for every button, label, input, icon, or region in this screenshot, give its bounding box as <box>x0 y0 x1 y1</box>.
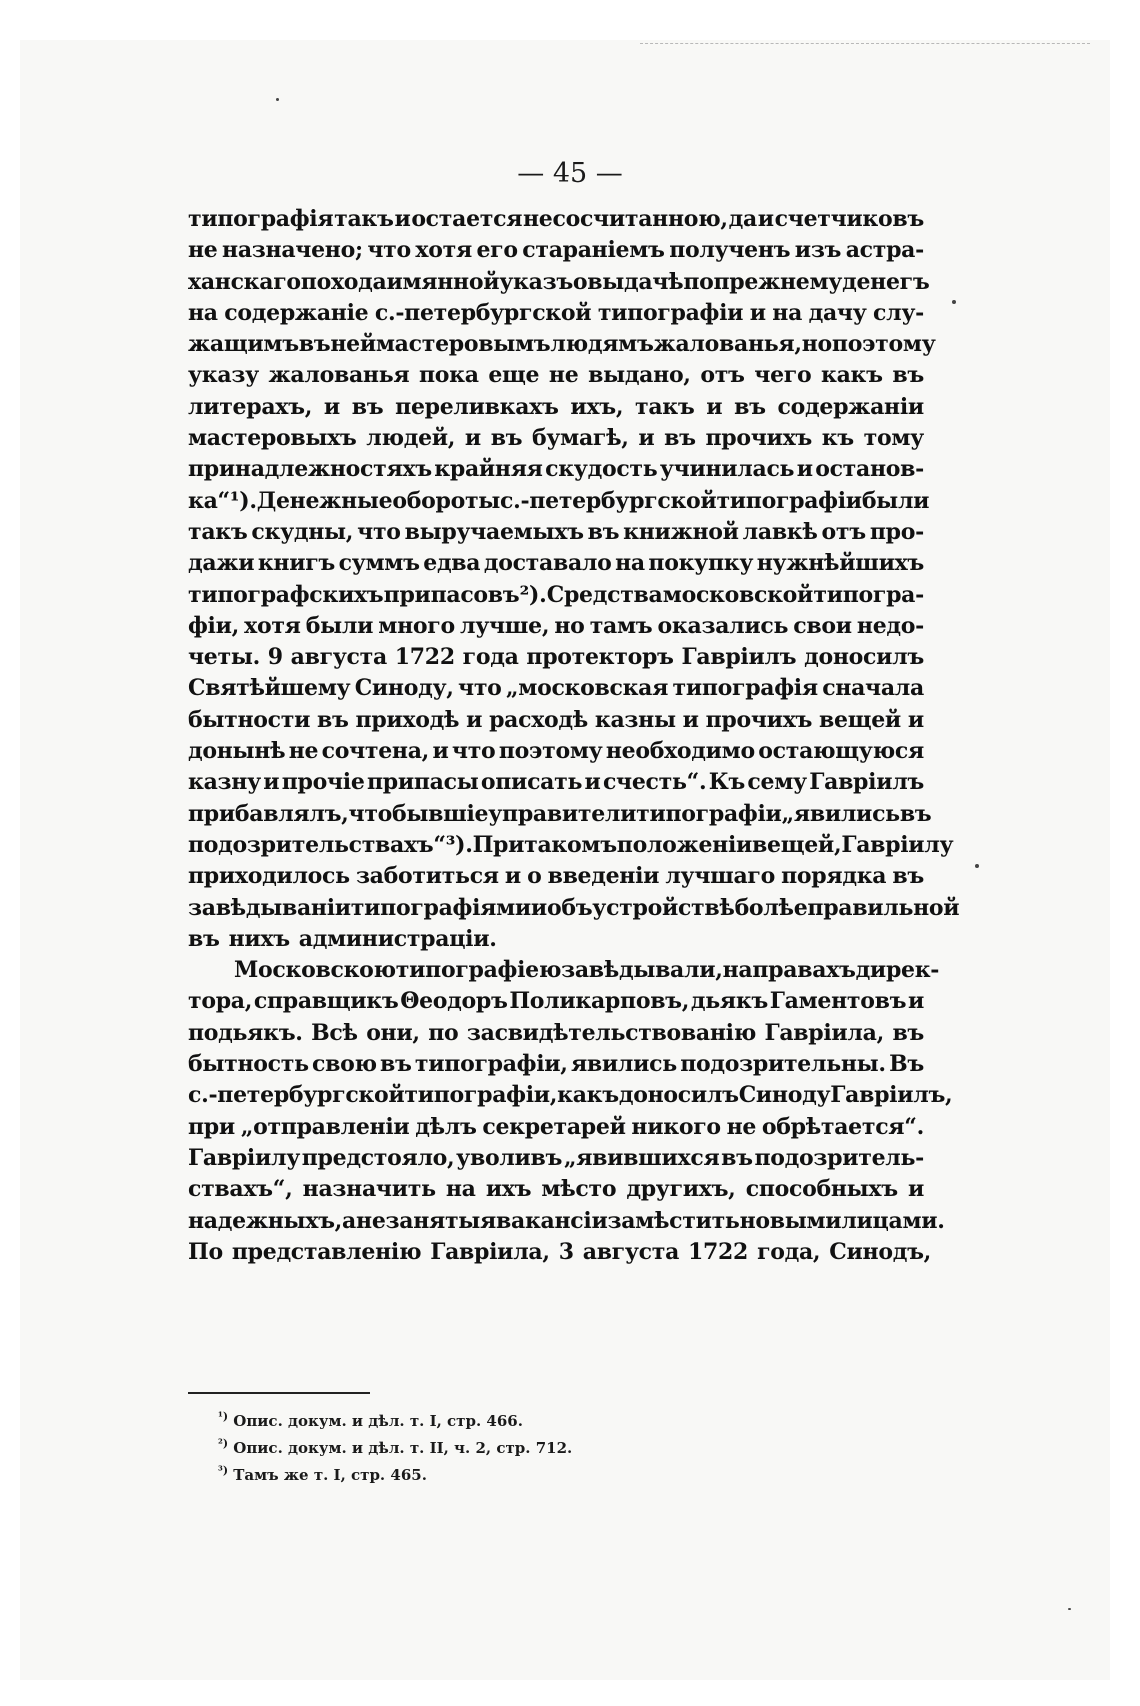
text-line: литерахъ, и въ переливкахъ ихъ, такъ и въ содержаніи <box>188 393 924 420</box>
footnote-text: Опис. докум. и дѣл. т. II, ч. 2, стр. 712. <box>233 1439 573 1457</box>
text-line: не назначено; что хотя его стараніемъ полученъ изъ астра- <box>188 237 924 264</box>
paragraph-1 <box>188 204 960 955</box>
text-line: бытность свою въ типографіи, явились подозрительны. Въ <box>188 1051 924 1078</box>
text-line: на содержаніе с.-петербургской типографіи и на дачу слу- <box>188 299 924 326</box>
text-line: приходилось заботиться и о введеніи лучшаго порядка въ <box>188 863 924 890</box>
footnote-text: Тамъ же т. I, стр. 465. <box>233 1466 427 1484</box>
text-line: указу жалованья пока еще не выдано, отъ чего какъ въ <box>188 362 924 389</box>
footnote-marker: ³) <box>218 1464 229 1477</box>
text-line: ханскаго похода имянной указъ о выдачѣ по прежнему денегъ <box>188 268 930 295</box>
text-line: дажи книгъ суммъ едва доставало на покупку нужнѣйшихъ <box>188 550 924 577</box>
text-line: Гавріилу предстояло, уволивъ „явившихся въ подозритель- <box>188 1144 924 1171</box>
text-line: типографія такъ и остается несосчитанною, да и счетчиковъ <box>188 206 924 232</box>
text-line: фіи, хотя были много лучше, но тамъ оказались свои недо- <box>188 612 924 639</box>
text-line: принадлежностяхъ крайняя скудость учинилась и останов- <box>188 456 924 483</box>
text-line: ка“ ¹). Денежные обороты с.-петербургской типографіи были <box>188 487 930 514</box>
scan-speck <box>276 98 279 101</box>
text-line: Святѣйшему Синоду, что „московская типографія сначала <box>188 675 924 702</box>
text-line: надежныхъ, а незанятыя вакансіи замѣстить новыми лицами. <box>188 1207 945 1234</box>
scan-speck <box>952 300 956 304</box>
footnote-1 <box>218 1408 572 1435</box>
text-line: типографскихъ припасовъ ²). Средства московской типогра- <box>188 581 924 608</box>
footnote-2 <box>218 1435 572 1462</box>
text-line: жащимъ въ ней мастеровымъ людямъ жалованья, но по этому <box>188 331 936 358</box>
body-text <box>188 204 960 1268</box>
text-line: ствахъ“, назначить на ихъ мѣсто другихъ, способныхъ и <box>188 1176 924 1203</box>
text-line: завѣдываніи типографіями и объ устройствѣ болѣе правильной <box>188 894 960 921</box>
text-line: подозрительствахъ“ ³). При такомъ положеніи вещей, Гавріилу <box>188 831 954 858</box>
text-line: прибавлялъ, что бывшіе управители типографіи „явились въ <box>188 800 932 827</box>
scan-speck <box>975 864 979 868</box>
page-number: — 45 — <box>517 158 623 189</box>
text-line: донынѣ не сочтена, и что поэтому необходимо остающуюся <box>188 738 924 765</box>
text-line: По представленію Гавріила, 3 августа 1722 года, Синодъ, <box>188 1238 931 1265</box>
text-line: бытности въ приходѣ и расходѣ казны и прочихъ вещей и <box>188 706 924 733</box>
footnote-marker: ¹) <box>218 1410 229 1423</box>
text-line: тора, справщикъ Θеодоръ Поликарповъ, дьякъ Гаментовъ и <box>188 988 924 1015</box>
paragraph-2 <box>188 955 953 1268</box>
text-line: подьякъ. Всѣ они, по засвидѣтельствованію Гавріила, въ <box>188 1019 924 1046</box>
footnote-text: Опис. докум. и дѣл. т. I, стр. 466. <box>233 1412 523 1430</box>
text-line: Московскою типографіею завѣдывали, на правахъ дирек- <box>234 957 940 984</box>
text-line: при „отправленіи дѣлъ секретарей никого не обрѣтается“. <box>188 1113 924 1140</box>
text-line: въ нихъ администраціи. <box>188 925 497 952</box>
scan-edge-line <box>640 43 1090 44</box>
text-line: четы. 9 августа 1722 года протекторъ Гавріилъ доносилъ <box>188 644 924 671</box>
footnote-marker: ²) <box>218 1437 229 1450</box>
text-line: казну и прочіе припасы описать и счесть“. Къ сему Гавріилъ <box>188 769 924 796</box>
footnote-separator <box>188 1392 370 1394</box>
footnote-3 <box>218 1462 572 1489</box>
text-line: мастеровыхъ людей, и въ бумагѣ, и въ прочихъ къ тому <box>188 425 924 452</box>
text-line: с.-петербургской типографіи, какъ доносилъ Синоду Гавріилъ, <box>188 1082 953 1109</box>
text-line: такъ скудны, что выручаемыхъ въ книжной лавкѣ отъ про- <box>188 518 924 545</box>
footnotes <box>218 1408 572 1489</box>
scan-speck <box>1068 1608 1071 1610</box>
